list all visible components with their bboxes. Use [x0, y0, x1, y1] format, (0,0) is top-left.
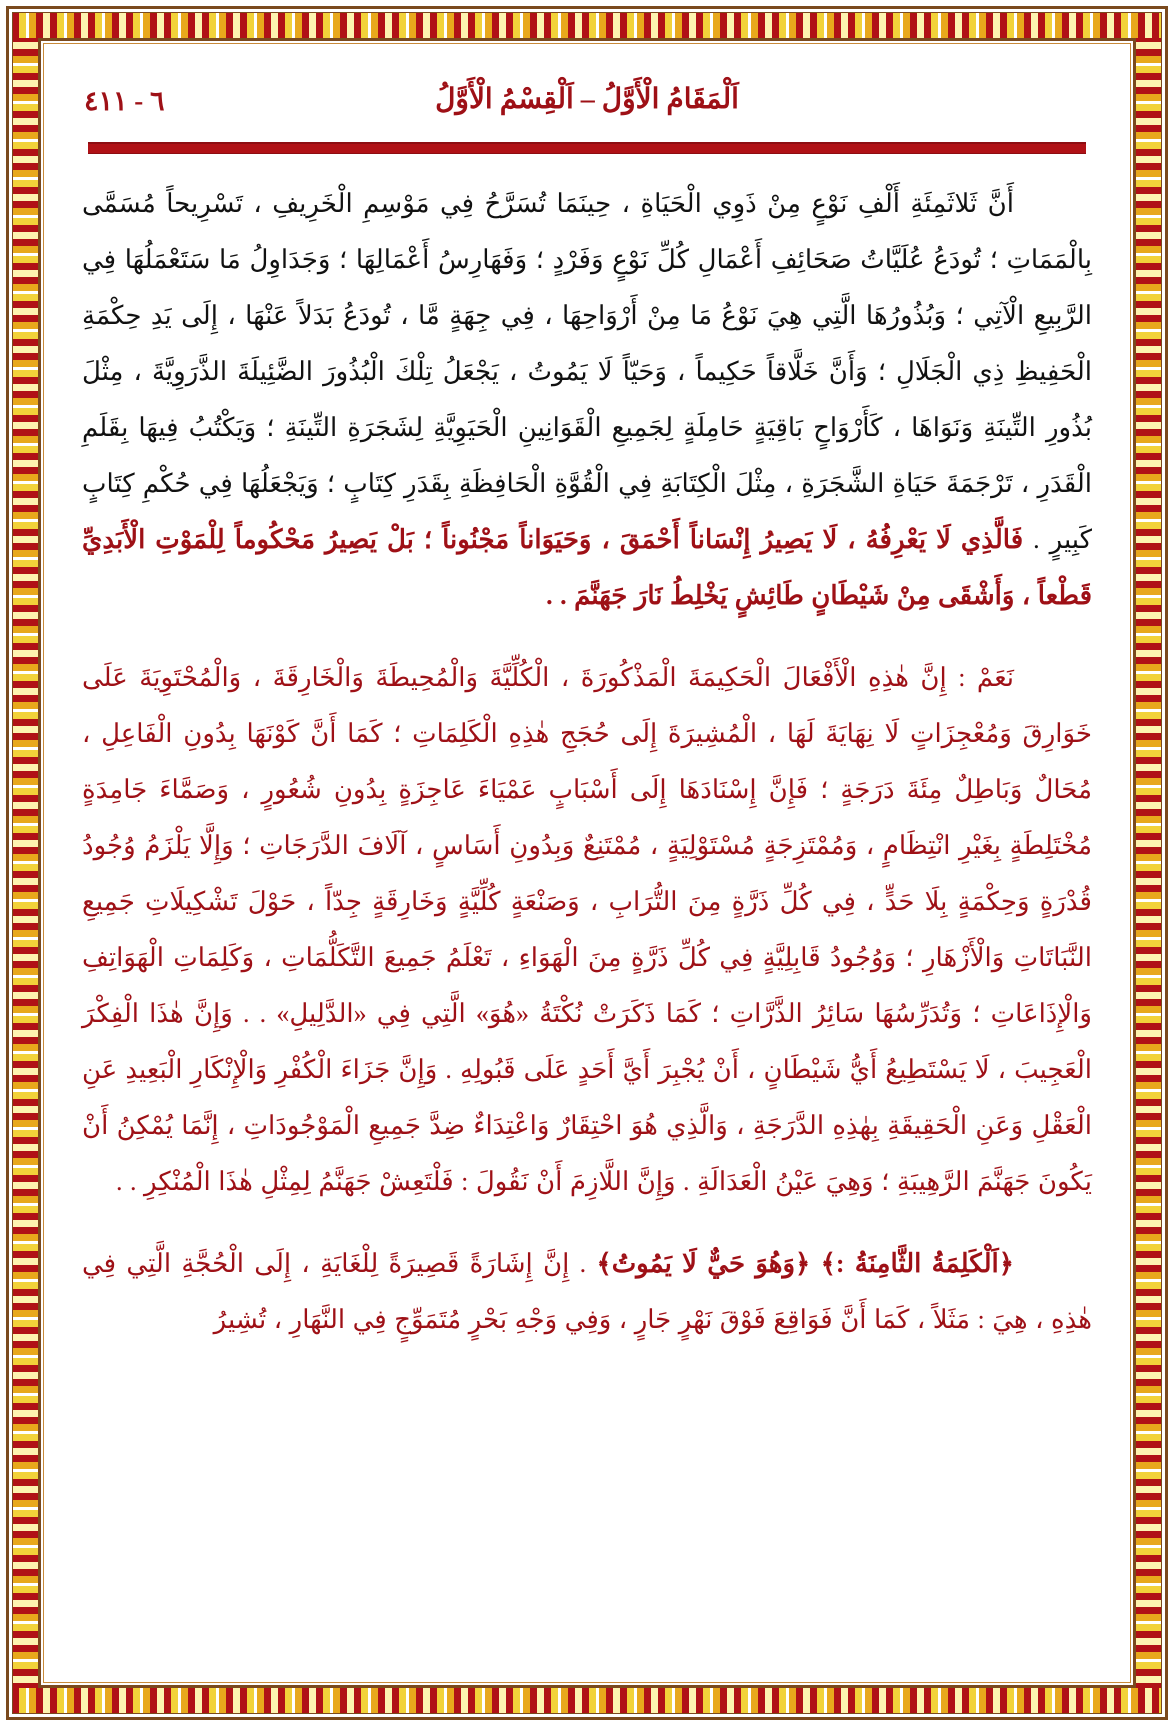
quote-ornament-open-icon: ﴿: [795, 1249, 811, 1278]
page-number: ٦ - ٤١١: [84, 86, 165, 116]
paragraph-one-red-text: فَالَّذِي لَا يَعْرِفُهُ ، لَا يَصِيرُ إِنْسَاناً أَحْمَقَ ، وَحَيَوَاناً مَجْنُوناً ؛ بَلْ يَصِيرُ مَحْكُوماً لِلْمَوْتِ الْأَبَدِيِّ قَطْعاً ، وَأَشْقَى مِنْ شَيْطَانٍ طَائِشٍ يَخْلِطُ نَارَ جَهَنَّمَ . .: [82, 525, 1092, 610]
paragraph-three-heading: اَلْكَلِمَةُ الثَّامِنَةُ :: [835, 1249, 999, 1278]
paragraph-three-rest: . إِنَّ إِشَارَةً قَصِيرَةً لِلْغَايَةِ ، إِلَى الْحُجَّةِ الَّتِي فِي هٰذِهِ ، هِيَ : مَثَلاً ، كَمَا أَنَّ فَوَاقِعَ فَوْقَ نَهْرٍ جَارٍ ، وَفِي وَجْهِ بَحْرٍ مُتَمَوِّجٍ فِي النَّهَارِ ، تُشِيرُ: [82, 1249, 1092, 1334]
body-text: [72, 176, 1102, 1348]
paragraph-two: [82, 650, 1092, 1210]
paragraph-one-black-text: أَنَّ ثَلاثَمِئَةِ أَلْفِ نَوْعٍ مِنْ ذَوِي الْحَيَاةِ ، حِينَمَا تُسَرَّحُ فِي مَوْسِمِ الْخَرِيفِ ، تَسْرِيحاً مُسَمَّى بِالْمَمَاتِ ؛ تُودَعُ عُلَيَّاتُ صَحَائِفِ أَعْمَالِ كُلِّ نَوْعٍ وَفَرْدٍ ؛ وَفَهَارِسُ أَعْمَالِهَا ؛ وَجَدَاوِلُ مَا سَتَعْمَلُهَا فِي الرَّبِيعِ الْآتِي ؛ وَبُذُورُهَا الَّتِي هِيَ نَوْعُ مَا مِنْ أَرْوَاحِهَا ، فِي جِهَةٍ مَّا ، تُودَعُ بَدَلاً عَنْهَا ، إِلَى يَدِ حِكْمَةِ الْحَفِيظِ ذِي الْجَلَالِ ؛ وَأَنَّ خَلَّاقاً حَكِيماً ، وَحَيّاً لَا يَمُوتُ ، يَجْعَلُ تِلْكَ الْبُذُورَ الضَّئِيلَةَ الذَّرَوِيَّةَ ، مِثْلَ بُذُورِ التِّينَةِ وَنَوَاهَا ، كَأَرْوَاحٍ بَاقِيَةٍ حَامِلَةٍ لِجَمِيعِ الْقَوَانِينِ الْحَيَوِيَّةِ لِشَجَرَةِ التِّينَةِ ؛ وَيَكْتُبُ فِيهَا بِقَلَمِ الْقَدَرِ ، تَرْجَمَةَ حَيَاةِ الشَّجَرَةِ ، مِثْلَ الْكِتَابَةِ فِي الْقُوَّةِ الْحَافِظَةِ بِقَدَرِ كِتَابٍ ؛ وَيَجْعَلُهَا فِي حُكْمِ كِتَابٍ كَبِيرٍ .: [82, 189, 1093, 554]
page-title: اَلْمَقَامُ الْأَوَّلُ – اَلْقِسْمُ الْأَوَّلُ: [435, 84, 739, 115]
page-content: [58, 56, 1116, 1670]
header-divider-rule: [88, 142, 1086, 154]
paragraph-one: [82, 176, 1092, 624]
quote-ornament-close-icon: ﴾: [596, 1249, 612, 1278]
quoted-verse: وَهُوَ حَيٌّ لَا يَمُوتُ: [611, 1249, 796, 1278]
page-header: [72, 66, 1102, 128]
ornament-close-icon: ﴾: [820, 1249, 836, 1278]
paragraph-three: [82, 1236, 1092, 1348]
paragraph-two-text: نَعَمْ : إِنَّ هٰذِهِ الْأَفْعَالَ الْحَكِيمَةَ الْمَذْكُورَةَ ، الْكُلِّيَّةَ وَالْمُحِيطَةَ وَالْخَارِقَةَ ، وَالْمُحْتَوِيَةَ عَلَى خَوَارِقَ وَمُعْجِزَاتٍ لَا نِهَايَةَ لَهَا ، الْمُشِيرَةَ إِلَى حُجَجِ هٰذِهِ الْكَلِمَاتِ ؛ كَمَا أَنَّ كَوْنَهَا بِدُونِ الْفَاعِلِ ، مُحَالٌ وَبَاطِلٌ مِئَةَ دَرَجَةٍ ؛ فَإِنَّ إِسْنَادَهَا إِلَى أَسْبَابٍ عَمْيَاءَ عَاجِزَةٍ بِدُونِ شُعُورٍ ، وَصَمَّاءَ جَامِدَةٍ مُخْتَلِطَةٍ بِغَيْرِ انْتِظَامٍ ، وَمُمْتَزِجَةٍ مُسْتَوْلِيَةٍ ، مُمْتَنِعٌ وَبِدُونِ أَسَاسٍ ، آلَافَ الدَّرَجَاتِ ؛ وَإِلَّا يَلْزَمُ وُجُودُ قُدْرَةٍ وَحِكْمَةٍ بِلَا حَدٍّ ، فِي كُلِّ ذَرَّةٍ مِنَ التُّرَابِ ، وَصَنْعَةٍ كُلِّيَّةٍ وَخَارِقَةٍ جِدّاً ، حَوْلَ تَشْكِيلَاتِ جَمِيعِ النَّبَاتَاتِ وَالْأَزْهَارِ ؛ وَوُجُودُ قَابِلِيَّةٍ فِي كُلِّ ذَرَّةٍ مِنَ الْهَوَاءِ ، تَعْلَمُ جَمِيعَ التَّكَلُّمَاتِ ، وَكَلِمَاتِ الْهَوَاتِفِ وَالْإِذَاعَاتِ ؛ وَتُدَرِّسُهَا سَائِرُ الذَّرَّاتِ ؛ كَمَا ذَكَرَتْ نُكْتَةُ «هُوَ» الَّتِي فِي «الدَّلِيلِ» . . وَإِنَّ هٰذَا الْفِكْرَ الْعَجِيبَ ، لَا يَسْتَطِيعُ أَيُّ شَيْطَانٍ ، أَنْ يُجْبِرَ أَيَّ أَحَدٍ عَلَى قَبُولِهِ . وَإِنَّ جَزَاءَ الْكُفْرِ وَالْإِنْكَارِ الْبَعِيدِ عَنِ الْعَقْلِ وَعَنِ الْحَقِيقَةِ بِهٰذِهِ الدَّرَجَةِ ، وَالَّذِي هُوَ احْتِقَارٌ وَاعْتِدَاءٌ ضِدَّ جَمِيعِ الْمَوْجُودَاتِ ، إِنَّمَا يُمْكِنُ أَنْ يَكُونَ جَهَنَّمَ الرَّهِيبَةِ ؛ وَهِيَ عَيْنُ الْعَدَالَةِ . وَإِنَّ اللَّازِمَ أَنْ نَقُولَ : فَلْتَعِشْ جَهَنَّمُ لِمِثْلِ هٰذَا الْمُنْكِرِ . .: [82, 663, 1092, 1196]
ornament-open-icon: ﴿: [998, 1249, 1015, 1278]
